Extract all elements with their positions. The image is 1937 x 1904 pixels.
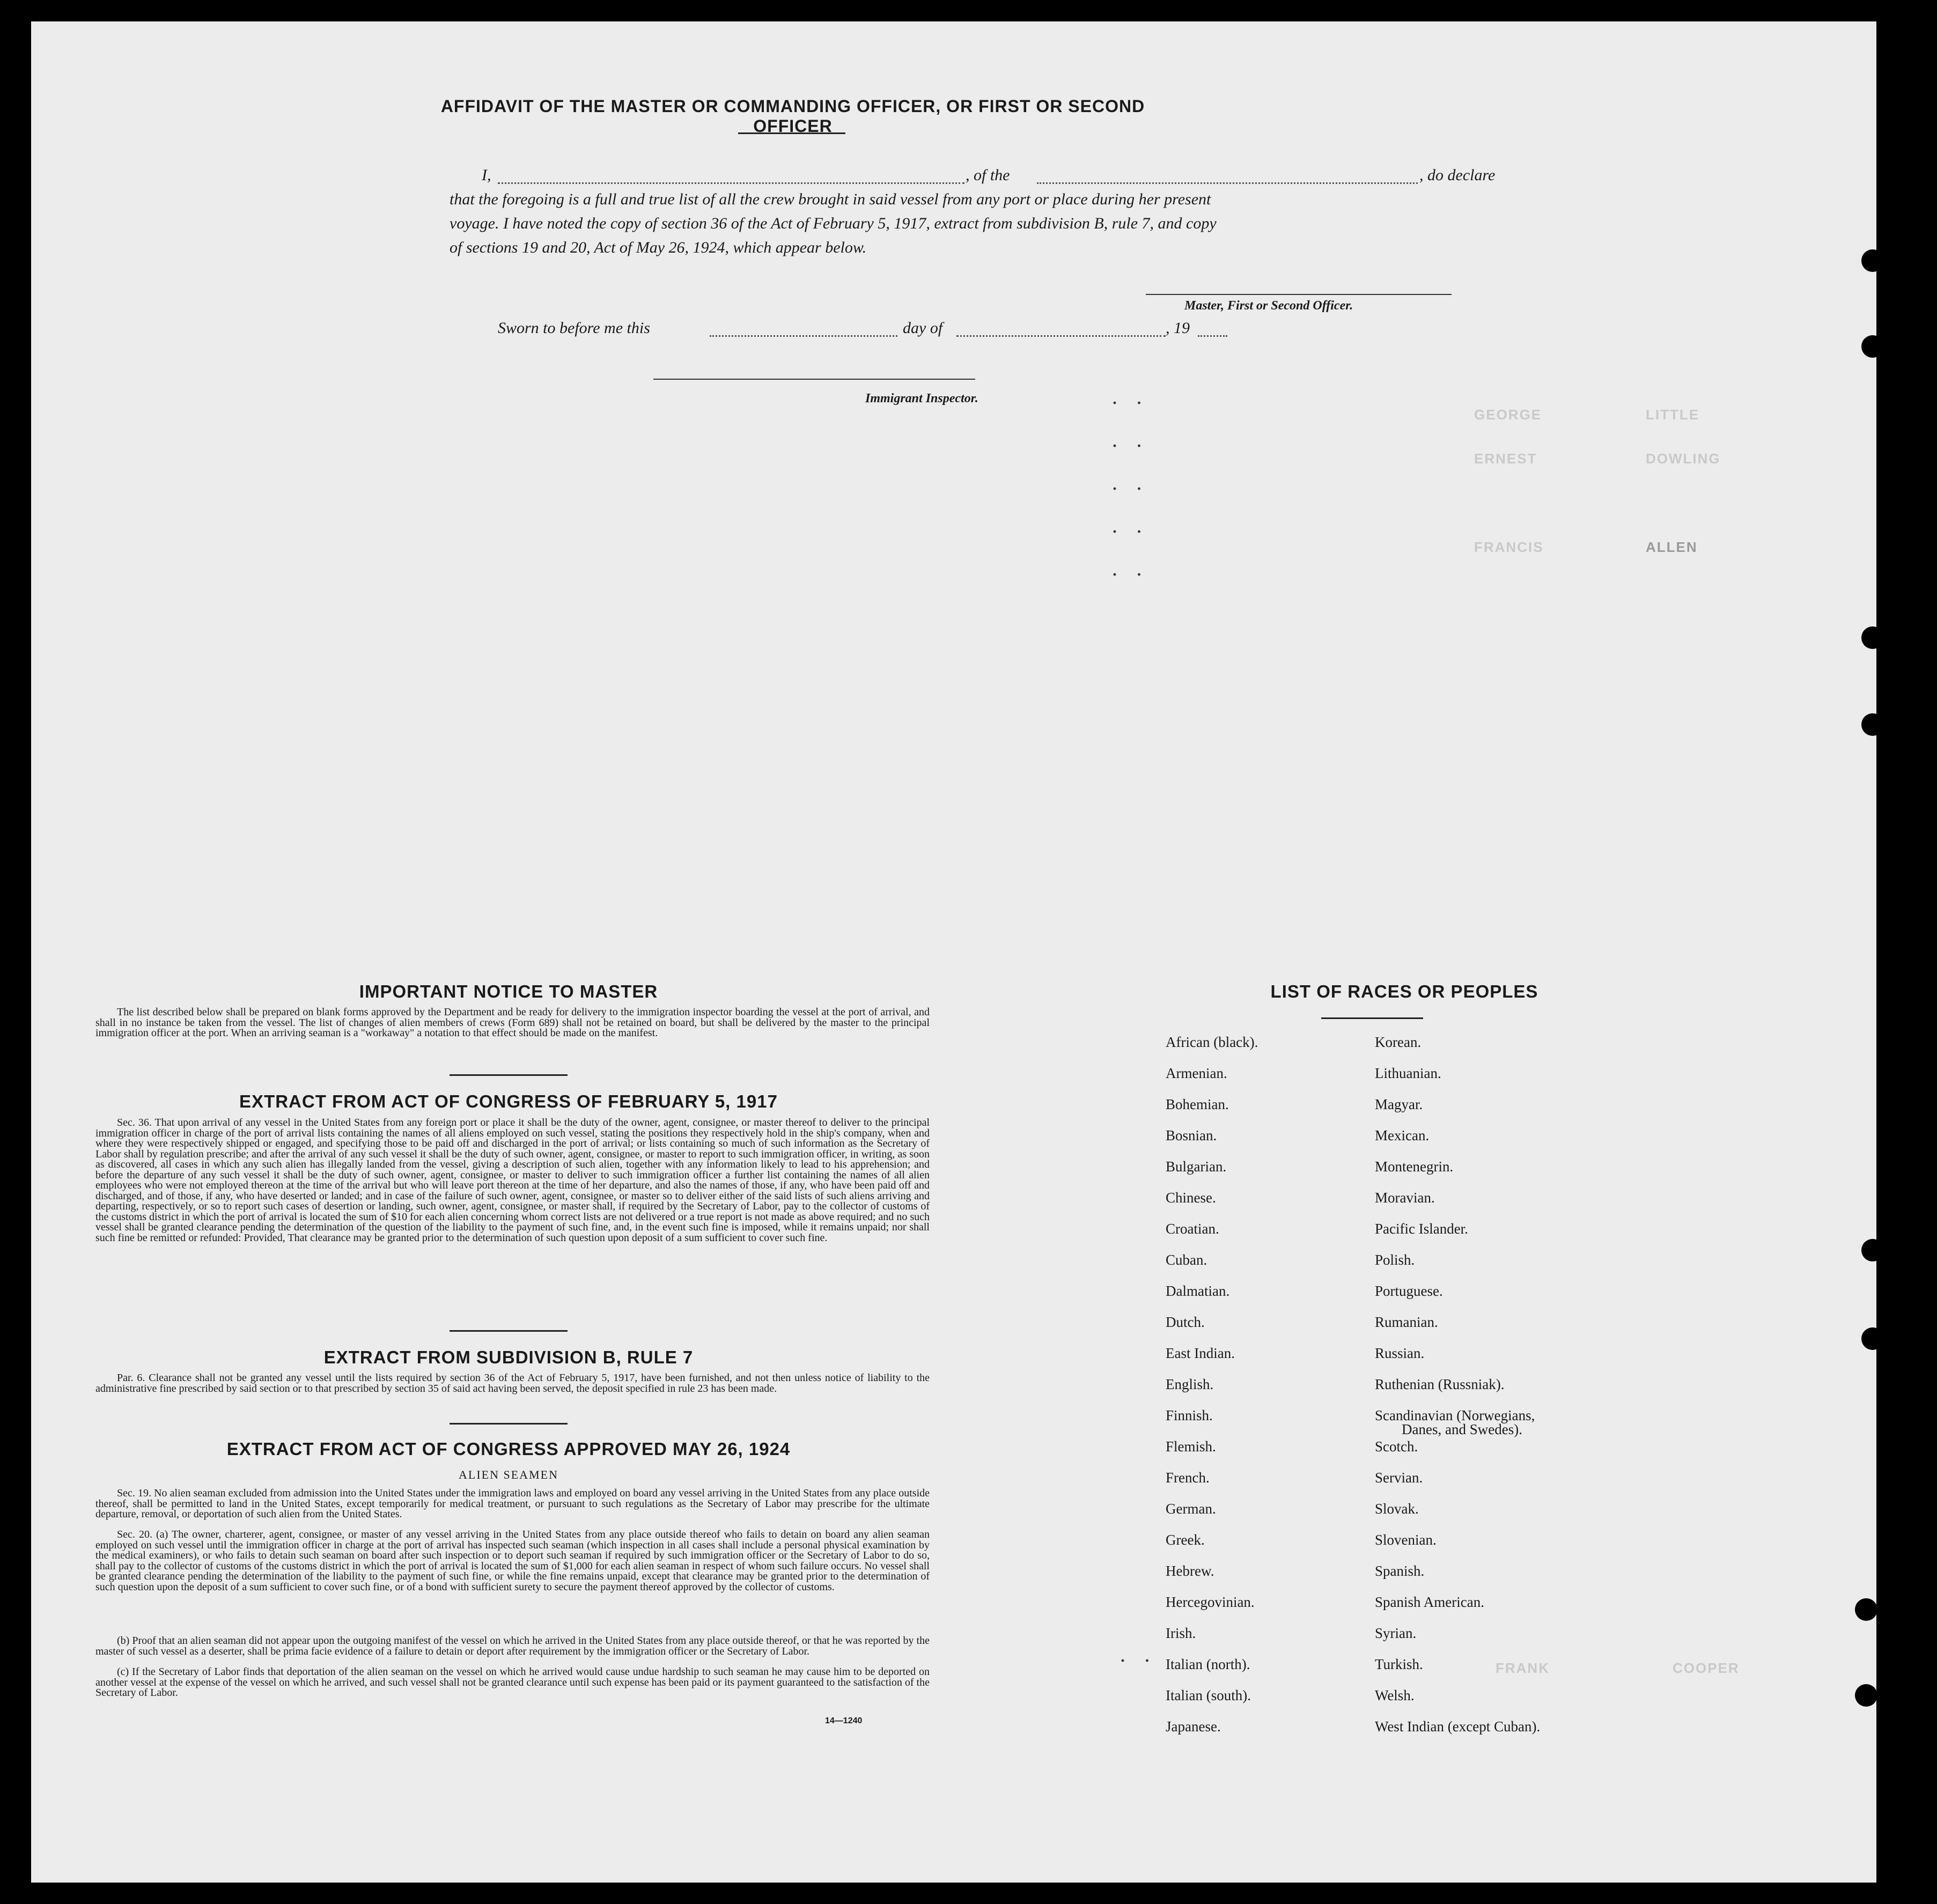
race-item: Dutch. (1166, 1314, 1205, 1330)
signature-label: Master, First or Second Officer. (1184, 299, 1353, 313)
race-item: Hebrew. (1166, 1563, 1214, 1579)
race-item: Magyar. (1375, 1096, 1423, 1112)
race-item: Hercegovinian. (1166, 1594, 1255, 1610)
inspector-label: Immigrant Inspector. (865, 392, 978, 405)
race-item: African (black). (1166, 1034, 1258, 1050)
sworn-year-label: , 19 (1166, 319, 1190, 337)
punch-hole (1861, 1239, 1884, 1261)
show-through-marks: · · (1120, 1652, 1158, 1670)
sworn-month-blank (956, 335, 1166, 337)
punch-hole (1861, 335, 1884, 358)
sworn-line (498, 319, 1249, 341)
notice-title: IMPORTANT NOTICE TO MASTER (359, 981, 658, 1001)
show-through-text: DOWLING (1646, 451, 1721, 467)
punch-hole (1861, 1327, 1884, 1350)
race-item: Servian. (1375, 1470, 1423, 1486)
race-item: Finnish. (1166, 1407, 1213, 1423)
inspector-line (653, 379, 975, 380)
extract-1924-title: EXTRACT FROM ACT OF CONGRESS APPROVED MAY 26, 1924 (226, 1439, 791, 1459)
race-item: Bulgarian. (1166, 1158, 1227, 1175)
show-through-marks: · · (1112, 437, 1150, 455)
name-blank (498, 182, 964, 184)
affidavit-declare: , do declare (1419, 166, 1496, 184)
race-item: East Indian. (1166, 1345, 1235, 1361)
race-item: Bosnian. (1166, 1127, 1217, 1143)
race-item: Cuban. (1166, 1252, 1207, 1268)
show-through-text: LITTLE (1646, 407, 1700, 423)
punch-hole (1861, 713, 1884, 736)
race-item: Japanese. (1166, 1718, 1221, 1735)
title-underline (738, 132, 845, 134)
show-through-marks: · · (1112, 523, 1150, 541)
notice-text: The list described below shall be prepared on blank forms approved by the Department and be ready for delivery to the immigration inspector boarding the vessel at the port of arrival, and shall in no instance be taken from the vessel. The list of changes of alien members of crews (Form 689) shall not be retained on board, but shall be delivered by the master to the principal immigration officer at the port. When an arriving seaman is a "workaway" a notation to that effect should be made on the manifest. (95, 1006, 930, 1039)
affidavit-line1 (450, 166, 1528, 188)
sworn-day-label: day of (903, 319, 943, 337)
sec20c-text: (c) If the Secretary of Labor finds that deportation of the alien seaman on the vessel on which he arrived would cause undue hardship to such seaman he may cause him to be deported on another vessel at the expense of the vessel on which he arrived, and such vessel shall not be granted clearance until such expense has been paid or its payment guaranteed to the satisfaction of the Secretary of Labor. (95, 1666, 930, 1699)
race-item: Moravian. (1375, 1190, 1435, 1206)
race-item: Armenian. (1166, 1065, 1227, 1081)
punch-hole (1855, 1684, 1877, 1707)
race-item: Spanish American. (1375, 1594, 1484, 1610)
show-through-marks: · · (1112, 566, 1150, 584)
extract-1924-subtitle: ALIEN SEAMEN (459, 1468, 558, 1481)
race-item: Polish. (1375, 1252, 1415, 1268)
race-item: Russian. (1375, 1345, 1425, 1361)
extract-1917-title: EXTRACT FROM ACT OF CONGRESS OF FEBRUARY 5, 1917 (239, 1091, 778, 1111)
show-through-marks: · · (1112, 394, 1150, 412)
races-title: LIST OF RACES OR PEOPLES (1270, 981, 1538, 1001)
race-item: West Indian (except Cuban). (1375, 1718, 1541, 1735)
race-item: Welsh. (1375, 1687, 1415, 1703)
extract-rule7-title: EXTRACT FROM SUBDIVISION B, RULE 7 (323, 1347, 694, 1367)
punch-hole (1855, 1598, 1877, 1621)
show-through-text: ERNEST (1474, 451, 1537, 467)
extract-1917-text: Sec. 36. That upon arrival of any vessel in the United States from any foreign port or place it shall be the duty of the owner, agent, consignee, or master thereof to deliver to the principal immigration officer in charge of the port of arrival lists containing the names of all aliens employed on such vessel, stating the positions they respectively hold in the ship's company, when and where they were respectively shipped or engaged, and specifying those to be paid off and discharged in the port of arrival; or lists containing so much of such information as the Secretary of Labor shall by regulation prescribe; and after the arrival of any such vessel it shall be the duty of such owner, agent, consignee, or master to report to such immigration officer, in writing, as soon as discovered, all cases in which any such alien has illegally landed from the vessel, giving a description of such alien, together with any information likely to lead to his apprehension; and before the departure of any such vessel it shall be the duty of such owner, agent, consignee, or master to deliver to such immigration officer a further list containing the names of all alien employees who were not employed thereon at the time of the arrival but who will leave port thereon at the time of her departure, and also the names of those, if any, who have been paid off and discharged, and of those, if any, who have deserted or landed; and in case of the failure of such owner, agent, consignee, or master so to deliver either of the said lists of such aliens arriving and departing, respectively, or so to report such cases of desertion or landing, such owner, agent, consignee, or master shall, if required by the Secretary of Labor, pay to the collector of customs of the customs district in which the port of arrival is located the sum of $10 for each alien concerning whom correct lists are not delivered or a true report is not made as above required; and no such vessel shall be granted clearance pending the determination of the question of the liability to the payment of such fine, and, in the event such fine is imposed, while it remains unpaid; nor shall such fine be remitted or refunded: Provided, That clearance may be granted prior to the determination of such question upon deposit of a sum sufficient to cover such fine. (95, 1117, 930, 1244)
race-item: Portuguese. (1375, 1283, 1443, 1299)
affidavit-i: I, (482, 166, 491, 184)
race-item: Ruthenian (Russniak). (1375, 1376, 1505, 1392)
sec19-text: Sec. 19. No alien seaman excluded from admission into the United States under the immigration laws and employed on board any vessel arriving in the United States from any place outside thereof, shall be permitted to land in the United States, except temporarily for medical treatment, or pursuant to such regulations as the Secretary of Labor may prescribe for the ultimate departure, removal, or deportation of such alien from the United States. (95, 1487, 930, 1520)
race-item: Spanish. (1375, 1563, 1425, 1579)
race-item: French. (1166, 1470, 1210, 1486)
race-item: Dalmatian. (1166, 1283, 1230, 1299)
race-item: Danes, and Swedes). (1402, 1421, 1522, 1437)
vessel-blank (1037, 182, 1418, 184)
race-item: Flemish. (1166, 1438, 1216, 1455)
section-divider (450, 1074, 568, 1076)
race-item: Rumanian. (1375, 1314, 1438, 1330)
race-item: English. (1166, 1376, 1214, 1392)
race-item: German. (1166, 1501, 1216, 1517)
show-through-text: FRANK (1496, 1660, 1550, 1676)
punch-hole (1861, 626, 1884, 649)
form-number: 14—1240 (825, 1716, 863, 1725)
section-divider (450, 1330, 568, 1332)
race-item: Pacific Islander. (1375, 1221, 1468, 1237)
show-through-text: ALLEN (1646, 539, 1698, 555)
sworn-year-blank (1198, 335, 1227, 337)
race-item: Bohemian. (1166, 1096, 1229, 1112)
race-item: Lithuanian. (1375, 1065, 1441, 1081)
sworn-day-blank (710, 335, 897, 337)
race-item: Korean. (1375, 1034, 1422, 1050)
affidavit-line2: that the foregoing is a full and true list of all the crew brought in said vessel from any port or place during her present (450, 190, 1211, 208)
affidavit-line3: voyage. I have noted the copy of section 36 of the Act of February 5, 1917, extract from subdivision B, rule 7, and copy (450, 215, 1217, 232)
race-item: Mexican. (1375, 1127, 1430, 1143)
extract-rule7-text: Par. 6. Clearance shall not be granted any vessel until the lists required by section 36 of the Act of February 5, 1917, have been furnished, and not then unless notice of liability to the administrative fine prescribed by said section or to that prescribed by section 35 of said act having been served, the deposit specified in rule 23 has been made. (95, 1372, 930, 1394)
sec20a-text: Sec. 20. (a) The owner, charterer, agent, consignee, or master of any vessel arriving in the United States from any place outside thereof who fails to detain on board any alien seaman employed on such vessel until the immigration officer in charge at the port of arrival has inspected such seaman (which inspection in all cases shall include a personal physical examination by the medical examiners), or who fails to detain such seaman on board after such inspection or to deport such seaman if required by such immigration officer or the Secretary of Labor to do so, shall pay to the collector of customs of the customs district in which the port of arrival is located the sum of $1,000 for each alien seaman in respect of whom such failure occurs. No vessel shall be granted clearance pending the determination of the liability to the payment of such fine, or while the fine remains unpaid, except that clearance may be granted prior to the determination of such question upon the deposit of a sum sufficient to cover such fine, or of a bond with sufficient surety to secure the payment thereof approved by the collector of customs. (95, 1529, 930, 1593)
races-title-underline (1321, 1017, 1423, 1019)
section-divider (450, 1423, 568, 1425)
race-item: Scotch. (1375, 1438, 1418, 1455)
race-item: Slovak. (1375, 1501, 1419, 1517)
document-page (31, 21, 1876, 1883)
race-item: Greek. (1166, 1532, 1205, 1548)
race-item: Turkish. (1375, 1656, 1423, 1672)
race-item: Montenegrin. (1375, 1158, 1454, 1175)
race-item: Slovenian. (1375, 1532, 1437, 1548)
race-item: Italian (north). (1166, 1656, 1250, 1672)
affidavit-of-the: , of the (966, 166, 1010, 184)
race-item: Irish. (1166, 1625, 1196, 1641)
race-item: Chinese. (1166, 1190, 1216, 1206)
punch-hole (1861, 249, 1884, 272)
show-through-text: FRANCIS (1474, 539, 1544, 555)
affidavit-line4: of sections 19 and 20, Act of May 26, 1924, which appear below. (450, 239, 867, 256)
sworn-prefix: Sworn to before me this (498, 319, 650, 337)
show-through-marks: · · (1112, 480, 1150, 498)
race-item: Syrian. (1375, 1625, 1417, 1641)
race-item: Scandinavian (Norwegians, (1375, 1407, 1535, 1423)
affidavit-title: AFFIDAVIT OF THE MASTER OR COMMANDING OFFICER, OR FIRST OR SECOND OFFICER (440, 97, 1145, 136)
show-through-text: COOPER (1673, 1660, 1740, 1676)
sec20b-text: (b) Proof that an alien seaman did not appear upon the outgoing manifest of the vessel on which he arrived in the United States from any place outside thereof, or that he was reported by the master of such vessel as a deserter, shall be prima facie evidence of a failure to detain or deport after requirement by the immigration officer or the Secretary of Labor. (95, 1635, 930, 1657)
show-through-text: GEORGE (1474, 407, 1542, 423)
race-item: Italian (south). (1166, 1687, 1251, 1703)
race-item: Croatian. (1166, 1221, 1219, 1237)
signature-line (1146, 294, 1452, 295)
